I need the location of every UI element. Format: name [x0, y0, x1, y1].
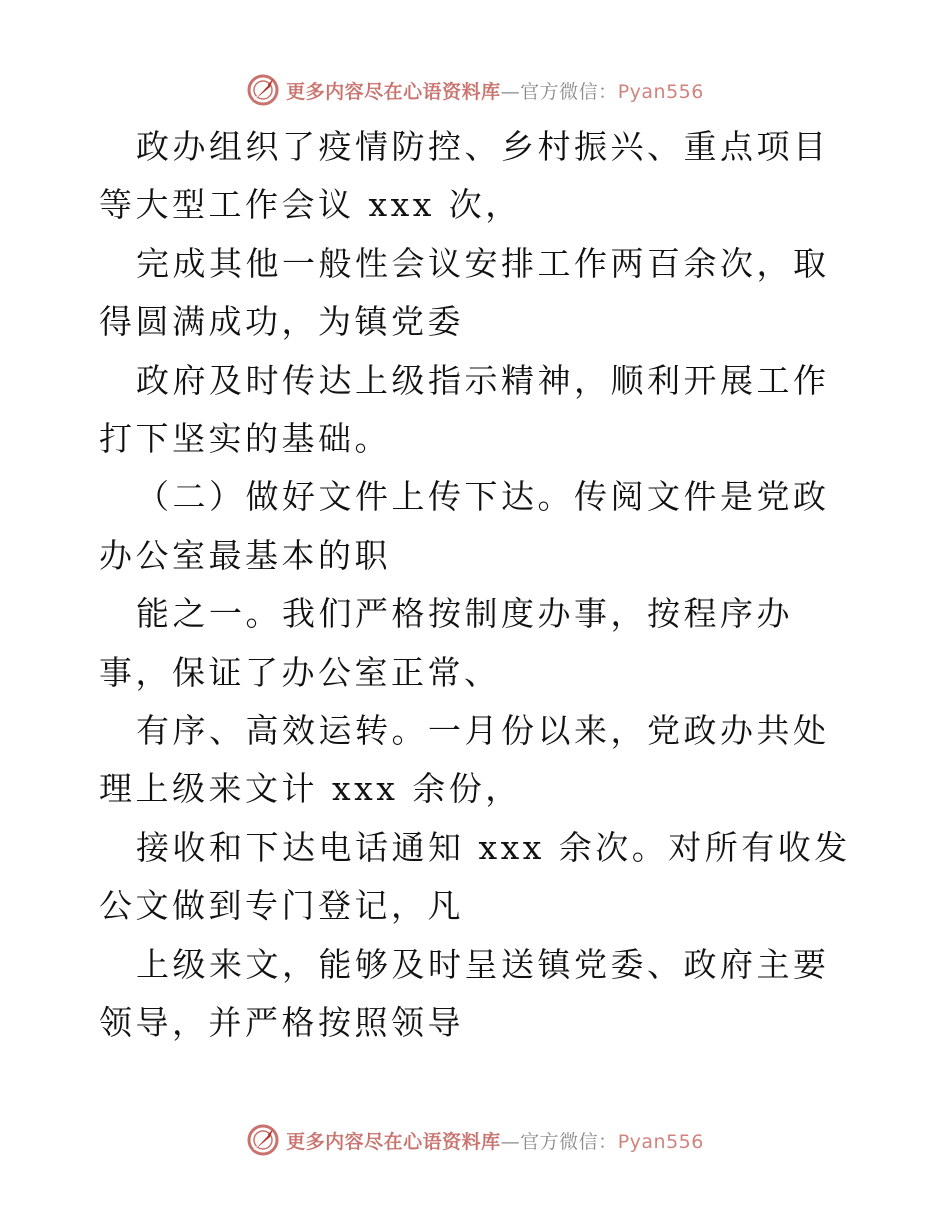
- watermark-separator: —: [500, 80, 521, 103]
- header-watermark: [0, 70, 950, 110]
- paragraph-5: 能之一。我们严格按制度办事，按程序办事，保证了办公室正常、: [99, 594, 793, 692]
- paragraph-2: 完成其他一般性会议安排工作两百余次，取得圆满成功，为镇党委: [99, 243, 830, 342]
- paragraph-1: 政办组织了疫情防控、乡村振兴、重点项目等大型工作会议 xxx 次，: [99, 127, 830, 225]
- watermark-wechat-label: 官方微信：: [520, 80, 618, 103]
- paragraph-4: （二）做好文件上传下达。传阅文件是党政办公室最基本的职: [99, 477, 830, 575]
- watermark-main: 更多内容尽在心语资料库: [286, 80, 501, 103]
- watermark-main: 更多内容尽在心语资料库: [286, 1130, 501, 1153]
- watermark-wechat-id: Pyan556: [617, 1130, 704, 1153]
- paragraph-3: 政府及时传达上级指示精神，顺利开展工作打下坚实的基础。: [99, 360, 830, 459]
- feather-pen-circle-icon: [246, 73, 280, 107]
- watermark-text: [286, 1127, 704, 1154]
- footer-watermark: [0, 1120, 950, 1160]
- paragraph-8: 上级来文，能够及时呈送镇党委、政府主要领导，并严格按照领导: [99, 944, 830, 1043]
- feather-pen-circle-icon: [246, 1123, 280, 1157]
- paragraph-6: 有序、高效运转。一月份以来，党政办共处理上级来文计 xxx 余份，: [99, 711, 830, 809]
- watermark-separator: —: [500, 1130, 521, 1153]
- watermark-wechat-label: 官方微信：: [520, 1130, 618, 1153]
- paragraph-7: 接收和下达电话通知 xxx 余次。对所有收发公文做到专门登记，凡: [99, 827, 851, 926]
- watermark-text: [286, 77, 704, 104]
- watermark-wechat-id: Pyan556: [617, 80, 704, 103]
- document-body: [99, 118, 859, 1053]
